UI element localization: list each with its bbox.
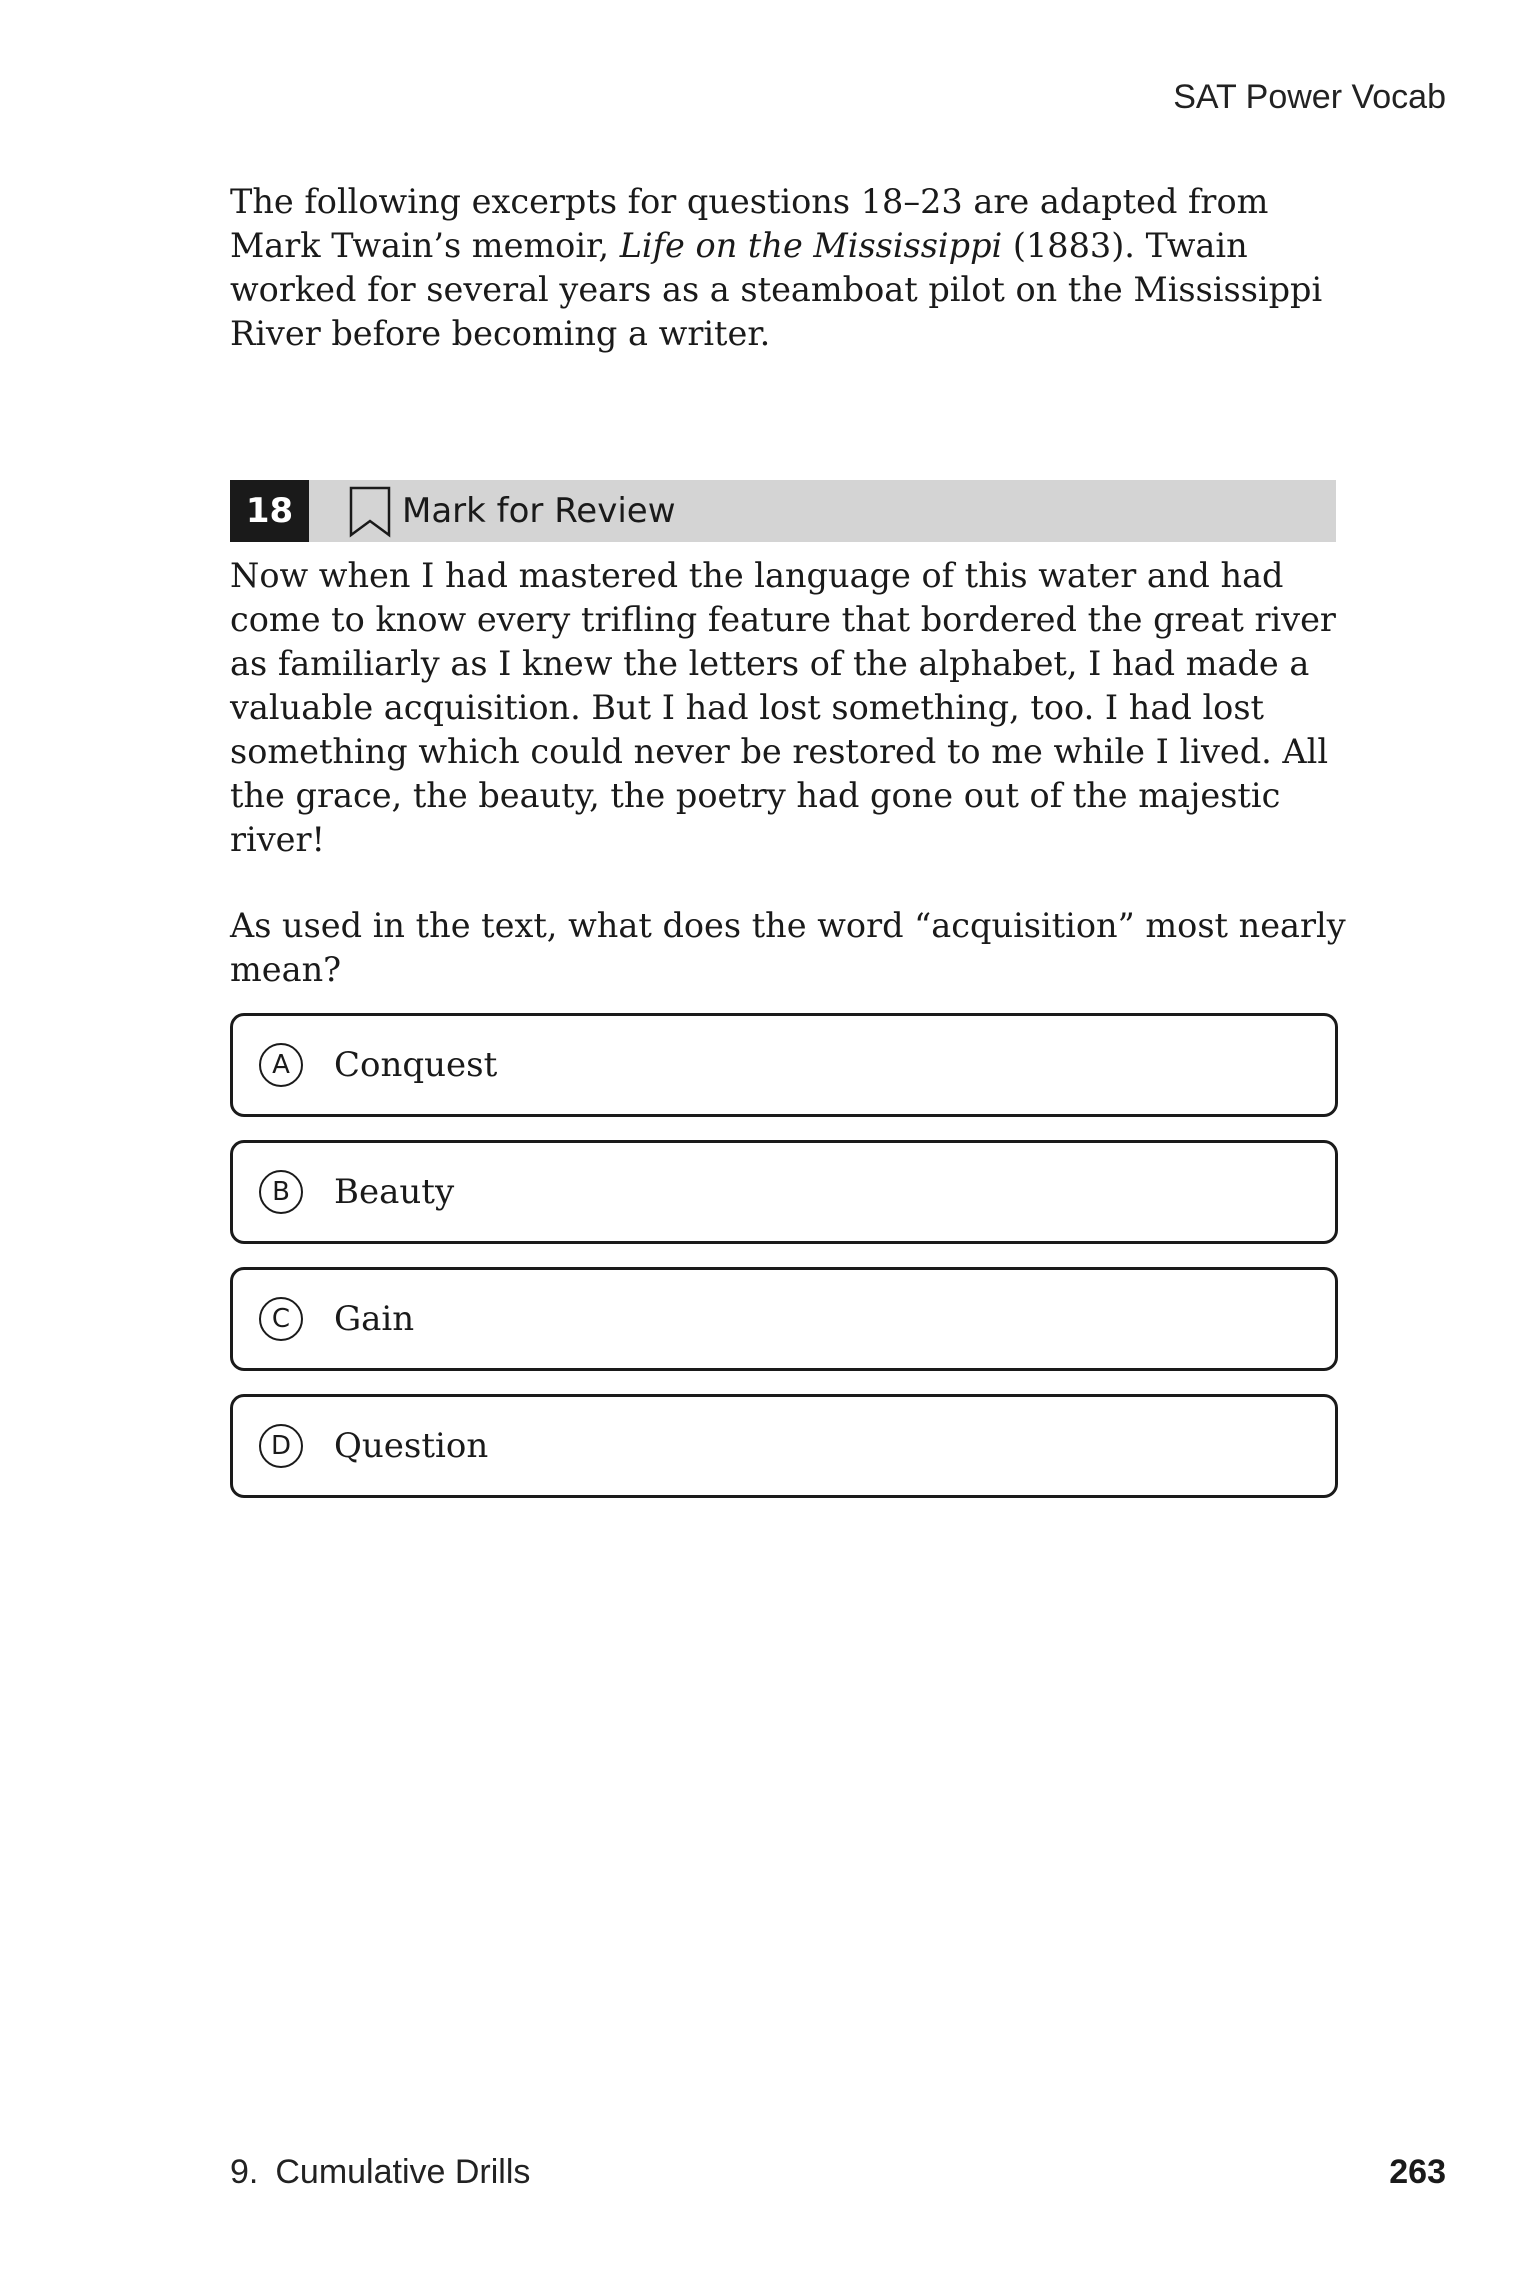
answer-choice-d[interactable] — [230, 1394, 1338, 1498]
intro-text-end: (1883). Twain worked for several years as a steamboat pilot on the Mississippi River before becoming a writer. — [230, 226, 1323, 353]
question-prompt: As used in the text, what does the word “acquisition” most nearly mean? — [230, 906, 1346, 989]
intro-paragraph — [230, 180, 1350, 356]
bookmark-icon[interactable] — [348, 486, 392, 538]
answer-choice-b[interactable] — [230, 1140, 1338, 1244]
choice-letter-c: C — [259, 1297, 303, 1341]
intro-text-start: The following excerpts for questions 18–23 are adapted from Mark Twain’s memoir, — [230, 182, 1269, 265]
passage-text: Now when I had mastered the language of this water and had come to know every trifling feature that bordered the great river as familiarly as I knew the letters of the alphabet, I had made a valuable acquisition. But I had lost something, too. I had lost something which could never be restored to me while I lived. All the grace, the beauty, the poetry had gone out of the majestic river! — [230, 556, 1336, 859]
question-number: 18 — [230, 480, 309, 542]
running-head: SAT Power Vocab — [1173, 78, 1446, 116]
mark-for-review-label[interactable]: Mark for Review — [402, 491, 676, 531]
question-header-bar — [230, 480, 1336, 542]
choice-text-c: Gain — [334, 1299, 415, 1339]
choice-letter-b: B — [259, 1170, 303, 1214]
choice-letter-d: D — [259, 1424, 303, 1468]
footer-chapter-title: 9. Cumulative Drills — [230, 2153, 531, 2191]
choice-letter-a: A — [259, 1043, 303, 1087]
choice-text-b: Beauty — [334, 1172, 455, 1212]
choice-text-d: Question — [334, 1426, 489, 1466]
book-title: Life on the Mississippi — [619, 226, 1003, 265]
answer-choice-a[interactable] — [230, 1013, 1338, 1117]
answer-choice-c[interactable] — [230, 1267, 1338, 1371]
page-number: 263 — [1389, 2153, 1446, 2191]
choice-text-a: Conquest — [334, 1045, 498, 1085]
